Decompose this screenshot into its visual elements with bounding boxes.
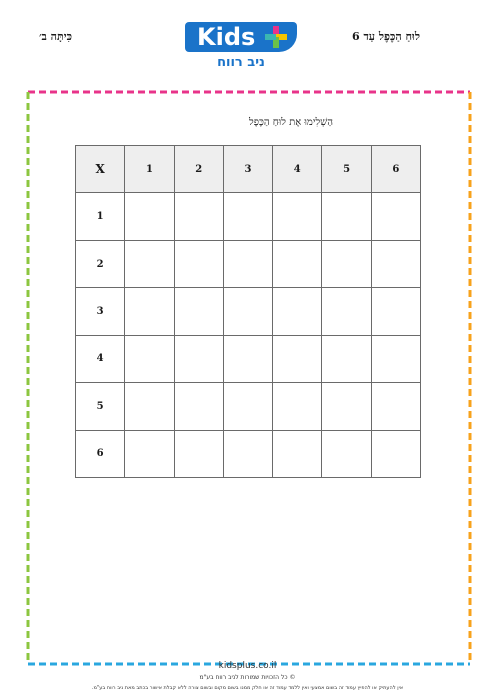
- answer-cell[interactable]: [223, 383, 272, 430]
- answer-cell[interactable]: [174, 430, 223, 477]
- answer-cell[interactable]: [322, 240, 371, 287]
- answer-cell[interactable]: [273, 430, 322, 477]
- row-header: 3: [76, 288, 125, 335]
- answer-cell[interactable]: [125, 383, 174, 430]
- table-row: [76, 383, 421, 430]
- column-header: 6: [371, 146, 420, 193]
- answer-cell[interactable]: [125, 240, 174, 287]
- answer-cell[interactable]: [273, 383, 322, 430]
- answer-cell[interactable]: [174, 193, 223, 240]
- row-header: 4: [76, 335, 125, 382]
- instruction-text: הַשְׁלִימוּ אֶת לוּחַ הַכֶּפֶל: [249, 117, 333, 128]
- answer-cell[interactable]: [322, 193, 371, 240]
- answer-cell[interactable]: [223, 288, 272, 335]
- answer-cell[interactable]: [174, 288, 223, 335]
- table-row: [76, 240, 421, 287]
- answer-cell[interactable]: [223, 240, 272, 287]
- logo-subtitle: ניב רווח: [217, 55, 265, 70]
- table-row: [76, 288, 421, 335]
- row-header: 2: [76, 240, 125, 287]
- answer-cell[interactable]: [223, 430, 272, 477]
- column-header: 2: [174, 146, 223, 193]
- answer-cell[interactable]: [174, 240, 223, 287]
- grade-label: כִּיתָּה ב׳: [39, 30, 72, 43]
- corner-cell: X: [76, 146, 125, 193]
- answer-cell[interactable]: [371, 383, 420, 430]
- answer-cell[interactable]: [273, 288, 322, 335]
- row-header: 5: [76, 383, 125, 430]
- answer-cell[interactable]: [174, 335, 223, 382]
- logo-word: Kids: [197, 23, 256, 51]
- answer-cell[interactable]: [322, 430, 371, 477]
- row-header: 6: [76, 430, 125, 477]
- answer-cell[interactable]: [322, 288, 371, 335]
- answer-cell[interactable]: [125, 193, 174, 240]
- answer-cell[interactable]: [273, 240, 322, 287]
- row-header: 1: [76, 193, 125, 240]
- answer-cell[interactable]: [223, 335, 272, 382]
- answer-cell[interactable]: [322, 335, 371, 382]
- answer-cell[interactable]: [273, 335, 322, 382]
- answer-cell[interactable]: [371, 193, 420, 240]
- column-header: 1: [125, 146, 174, 193]
- column-header: 5: [322, 146, 371, 193]
- site-link[interactable]: kidsplus.co.il: [218, 661, 277, 671]
- table-header-row: [76, 146, 421, 193]
- answer-cell[interactable]: [223, 193, 272, 240]
- table-row: [76, 193, 421, 240]
- table-row: [76, 335, 421, 382]
- answer-cell[interactable]: [273, 193, 322, 240]
- answer-cell[interactable]: [125, 430, 174, 477]
- legal-notice: אין להעתיק או להפיץ עמוד זה בשום אמצעי ואין ללמד עמוד זה או חלק ממנו בשום מקום ובשום צורה ללא קבלת אישור בכתב מאת ניב רווח בע"מ.: [91, 685, 404, 691]
- column-header: 4: [273, 146, 322, 193]
- answer-cell[interactable]: [371, 335, 420, 382]
- answer-cell[interactable]: [174, 383, 223, 430]
- multiplication-table: [75, 145, 421, 478]
- copyright-text: © כל הזכויות שמורות לניב רווח בע"מ: [199, 674, 296, 681]
- table-row: [76, 430, 421, 477]
- answer-cell[interactable]: [322, 383, 371, 430]
- answer-cell[interactable]: [125, 335, 174, 382]
- answer-cell[interactable]: [371, 430, 420, 477]
- answer-cell[interactable]: [371, 240, 420, 287]
- page-title: לוּחַ הַכֶּפֶל עַד 6: [352, 30, 420, 43]
- answer-cell[interactable]: [371, 288, 420, 335]
- answer-cell[interactable]: [125, 288, 174, 335]
- column-header: 3: [223, 146, 272, 193]
